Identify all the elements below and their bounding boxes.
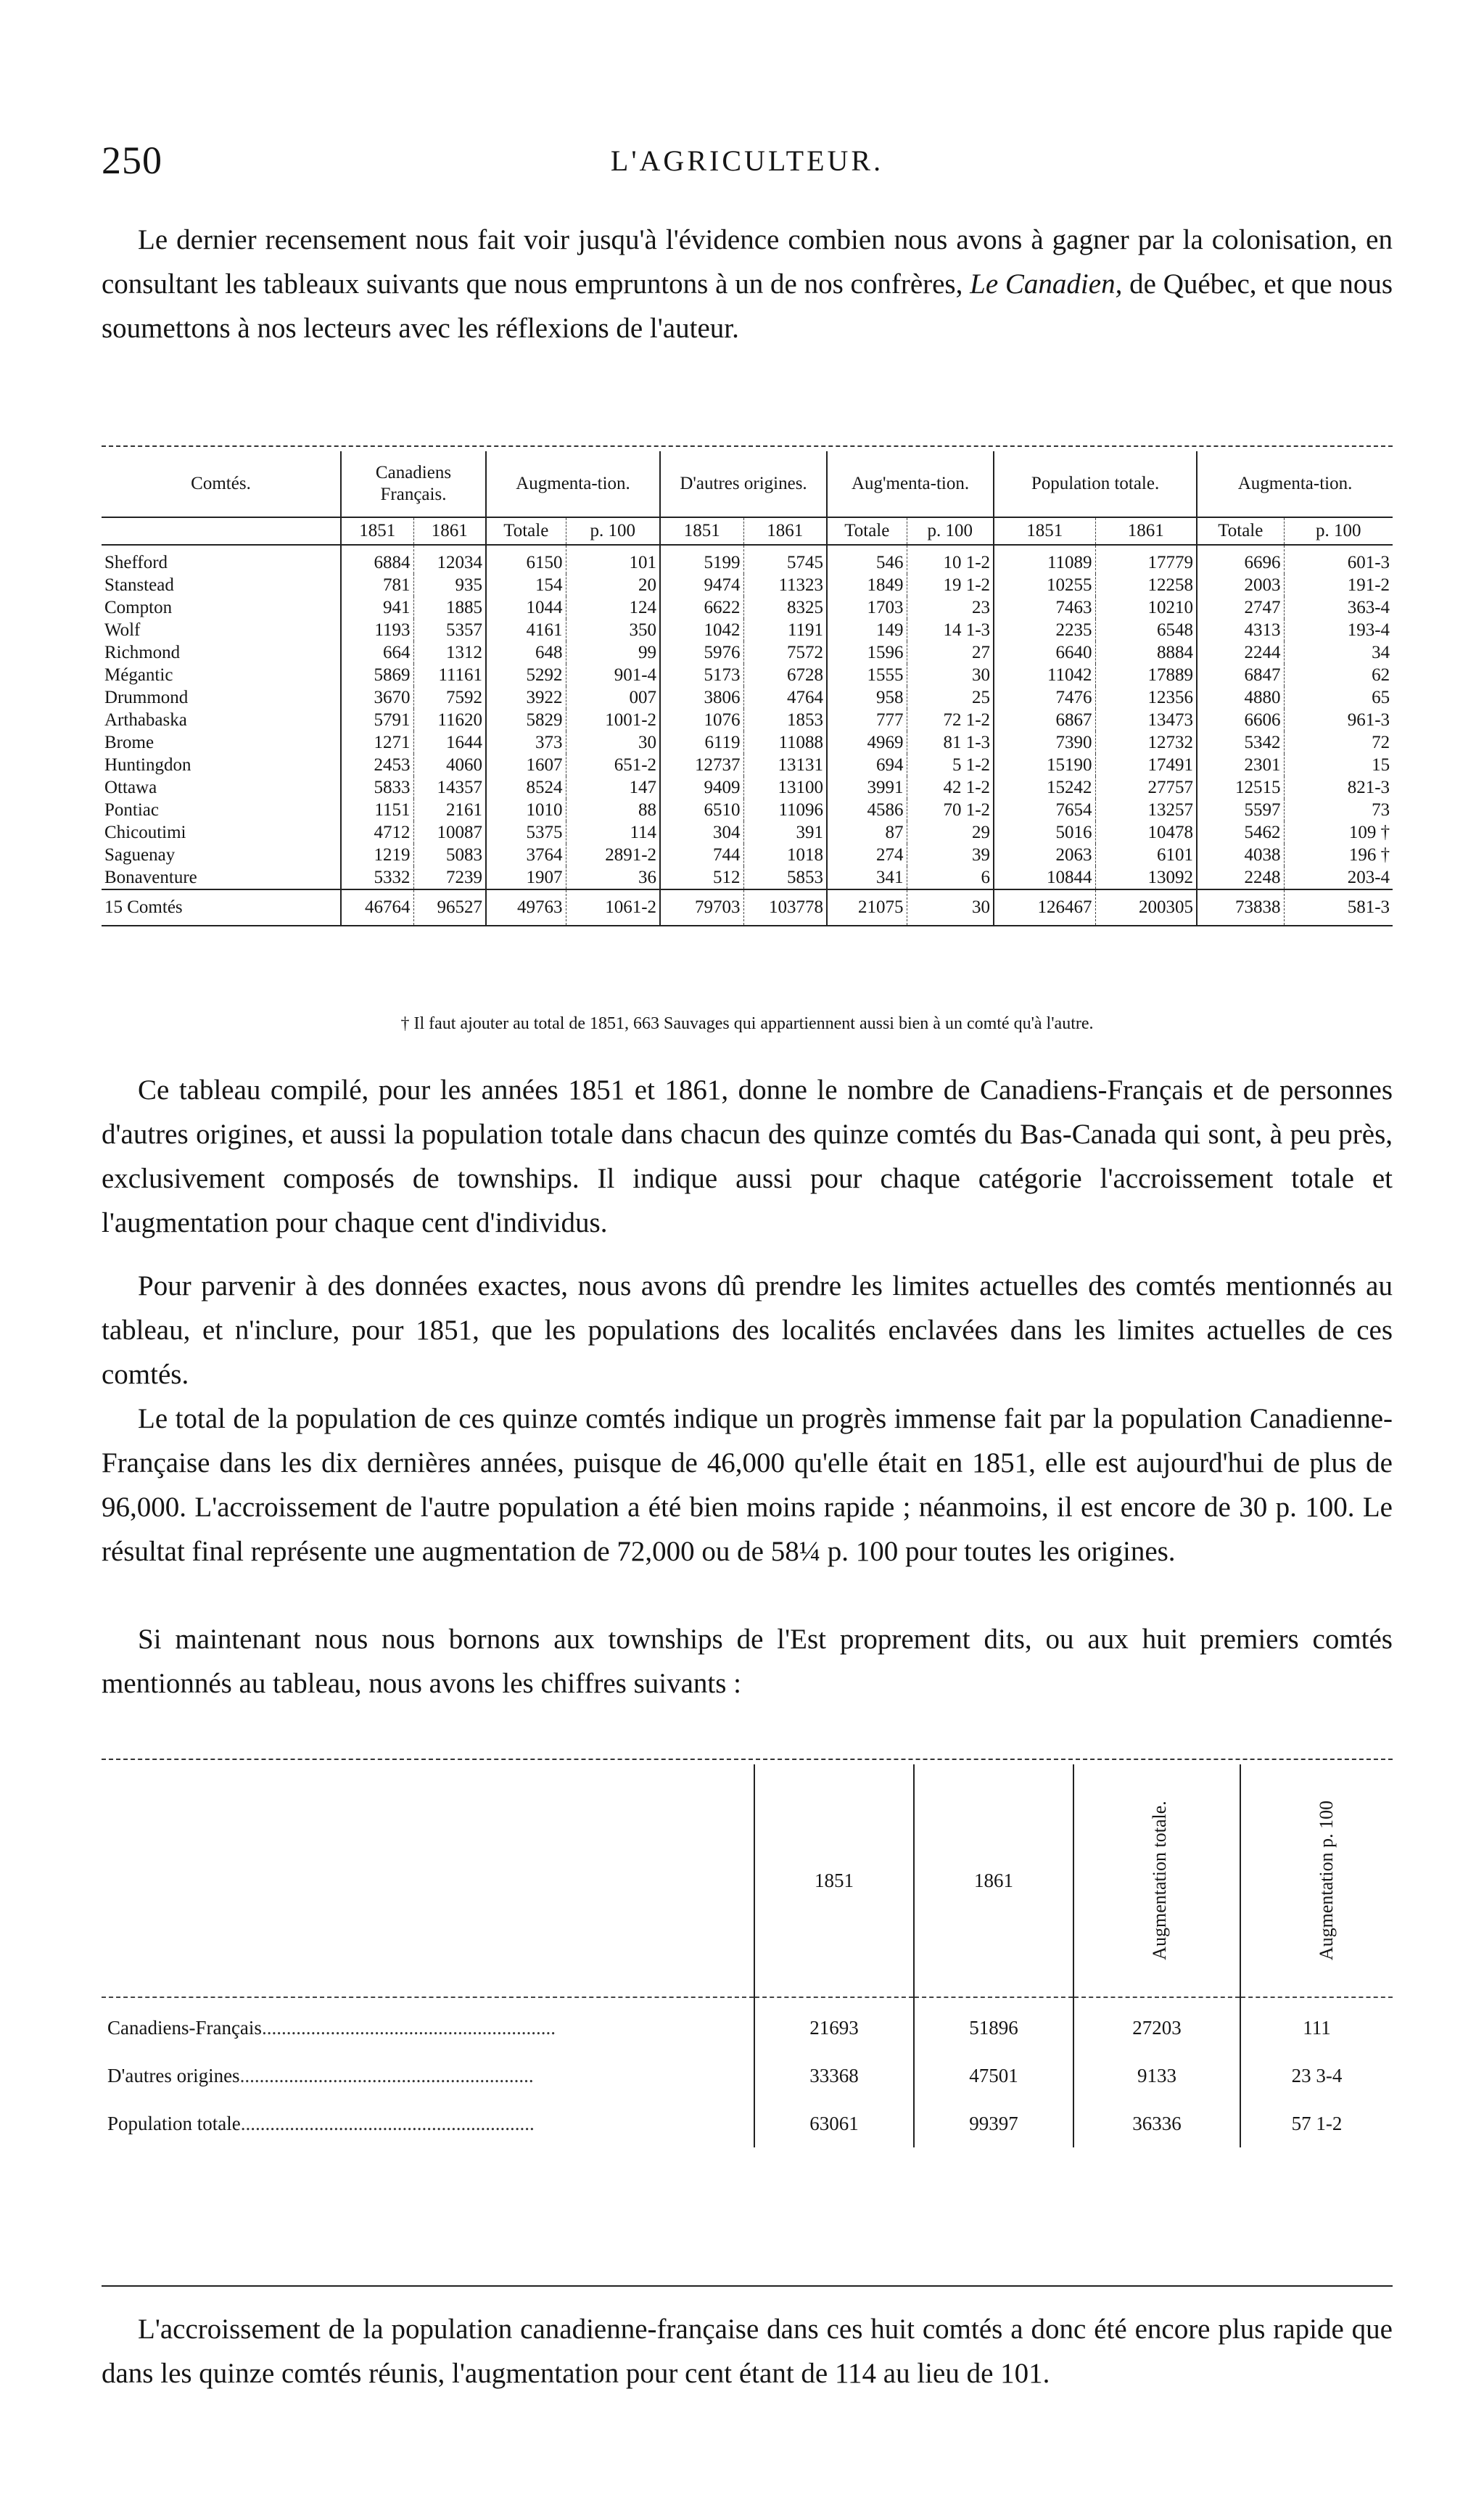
- cell-o51: 1042: [660, 619, 743, 641]
- cell-bp: 72 1-2: [907, 709, 994, 731]
- sub-totale: Totale: [1197, 517, 1284, 545]
- t2-augm-p100-label: Augmentation p. 100: [1316, 1800, 1337, 1961]
- table-row: [102, 776, 1393, 799]
- cell-c61: 11161: [413, 664, 486, 686]
- cell-bt: 546: [827, 545, 907, 574]
- cell-o51: 6119: [660, 731, 743, 754]
- cell-p61: 17889: [1095, 664, 1197, 686]
- paragraph-townships: Si maintenant nous nous bornons aux townships de l'Est proprement dits, ou aux huit premiers comtés mentionnés au tableau, nous avons les chiffres suivants :: [102, 1624, 1393, 1699]
- intro-paragraph: [102, 218, 1393, 350]
- table1-top-rule: [102, 445, 1393, 447]
- sub-1851: 1851: [341, 517, 413, 545]
- cell-ap: 1001-2: [566, 709, 660, 731]
- cell-c51: 5833: [341, 776, 413, 799]
- cell-cp: 196 †: [1284, 844, 1393, 866]
- cell-o51: 5173: [660, 664, 743, 686]
- cell-o61: 11323: [743, 574, 827, 596]
- cell-ct: 2301: [1197, 754, 1284, 776]
- county-name: Compton: [104, 597, 173, 617]
- table-row: [102, 754, 1393, 776]
- cell-ap: 651-2: [566, 754, 660, 776]
- t2-col-augm-totale: [1073, 1764, 1240, 1997]
- cell-cp: 72: [1284, 731, 1393, 754]
- cell-pct: 57 1-2: [1240, 2100, 1393, 2147]
- cell-bt: 694: [827, 754, 907, 776]
- cell-at: 3764: [486, 844, 566, 866]
- cell-p61: 12258: [1095, 574, 1197, 596]
- t2-col-1861: 1861: [914, 1764, 1073, 1997]
- cell-bt: 4969: [827, 731, 907, 754]
- cell-o51: 5199: [660, 545, 743, 574]
- cell-ct: 12515: [1197, 776, 1284, 799]
- cell-o51: 744: [660, 844, 743, 866]
- cell-c51: 5869: [341, 664, 413, 686]
- cell-p51: 7390: [994, 731, 1095, 754]
- t2-corner: [102, 1764, 754, 1997]
- col-autres-origines: D'autres origines.: [660, 451, 827, 517]
- cell-c61: 7239: [413, 866, 486, 889]
- cell-c51: 5791: [341, 709, 413, 731]
- cell-bt: 1555: [827, 664, 907, 686]
- county-name: Pontiac: [104, 799, 159, 820]
- row-label-text: Population totale: [107, 2112, 241, 2134]
- county-name: Brome: [104, 732, 154, 752]
- cell-ap: 20: [566, 574, 660, 596]
- cell-ct: 2244: [1197, 641, 1284, 664]
- cell-bp: 25: [907, 686, 994, 709]
- leader-dots: ............................................................: [261, 2016, 556, 2039]
- cell-ap: 1061-2: [566, 889, 660, 926]
- table-row: [102, 844, 1393, 866]
- cell-at: 154: [486, 574, 566, 596]
- county-name: Ottawa: [104, 777, 157, 797]
- paragraph-conclusion: L'accroissement de la population canadienne-française dans ces huit comtés a donc été encore plus rapide que dans les quinze comtés réunis, l'augmentation pour cent étant de 114 au lieu de 101.: [102, 2314, 1393, 2389]
- county-name: Bonaventure: [104, 867, 197, 887]
- cell-p61: 13473: [1095, 709, 1197, 731]
- cell-bt: 1596: [827, 641, 907, 664]
- cell-bp: 70 1-2: [907, 799, 994, 821]
- cell-bp: 19 1-2: [907, 574, 994, 596]
- table-row: [102, 619, 1393, 641]
- cell-o61: 6728: [743, 664, 827, 686]
- cell-ct: 2747: [1197, 596, 1284, 619]
- county-name: Mégantic: [104, 665, 173, 685]
- page-number: 250: [102, 139, 162, 182]
- cell-bp: 42 1-2: [907, 776, 994, 799]
- cell-p51: 6640: [994, 641, 1095, 664]
- cell-bt: 3991: [827, 776, 907, 799]
- col-augmentation-1: Augmenta-tion.: [486, 451, 660, 517]
- cell-p61: 6101: [1095, 844, 1197, 866]
- cell-c61: 1312: [413, 641, 486, 664]
- cell-p51: 2063: [994, 844, 1095, 866]
- journal-title: L'AGRICULTEUR.: [610, 144, 884, 177]
- cell-p51: 5016: [994, 821, 1095, 844]
- cell-p61: 10478: [1095, 821, 1197, 844]
- table-row: [102, 545, 1393, 574]
- cell-cp: 601-3: [1284, 545, 1393, 574]
- cell-ap: 30: [566, 731, 660, 754]
- cell-bt: 4586: [827, 799, 907, 821]
- cell-o61: 7572: [743, 641, 827, 664]
- table-row: [102, 709, 1393, 731]
- cell-o51: 6510: [660, 799, 743, 821]
- cell-c51: 664: [341, 641, 413, 664]
- cell-at: 1044: [486, 596, 566, 619]
- cell-at: 1607: [486, 754, 566, 776]
- cell-ap: 114: [566, 821, 660, 844]
- col-comtes: Comtés.: [191, 474, 251, 493]
- cell-p51: 6867: [994, 709, 1095, 731]
- cell-c51: 5332: [341, 866, 413, 889]
- county-name: Wolf: [104, 620, 141, 640]
- cell-ct: 6696: [1197, 545, 1284, 574]
- cell-bp: 39: [907, 844, 994, 866]
- county-name: Stanstead: [104, 575, 174, 595]
- cell-c61: 5357: [413, 619, 486, 641]
- sub-1861: 1861: [413, 517, 486, 545]
- cell-p61: 200305: [1095, 889, 1197, 926]
- county-name: Drummond: [104, 687, 189, 707]
- cell-cp: 15: [1284, 754, 1393, 776]
- t2-col-1851: 1851: [754, 1764, 914, 1997]
- row-label-text: Canadiens-Français: [107, 2016, 262, 2039]
- cell-at: 5292: [486, 664, 566, 686]
- cell-bt: 274: [827, 844, 907, 866]
- table-row: [102, 799, 1393, 821]
- cell-c51: 1193: [341, 619, 413, 641]
- sub-1861: 1861: [743, 517, 827, 545]
- cell-bt: 1849: [827, 574, 907, 596]
- sub-p100: p. 100: [907, 517, 994, 545]
- cell-bp: 23: [907, 596, 994, 619]
- cell-at: 1010: [486, 799, 566, 821]
- paragraph-table-description: Ce tableau compilé, pour les années 1851 et 1861, donne le nombre de Canadiens-Français et de personnes d'autres origines, et aussi la population totale dans chacun des quinze comtés du Bas-Canada qui sont, à peu près, exclusivement composés de townships. Il indique aussi pour chaque catégorie l'accroissement totale et l'augmentation pour chaque cent d'individus.: [102, 1074, 1393, 1238]
- sub-p100: p. 100: [566, 517, 660, 545]
- table-row: [102, 731, 1393, 754]
- table-row: [102, 574, 1393, 596]
- cell-bp: 29: [907, 821, 994, 844]
- journal-name: Le Canadien,: [970, 268, 1123, 300]
- cell-cp: 62: [1284, 664, 1393, 686]
- table-row: [102, 596, 1393, 619]
- cell-bt: 87: [827, 821, 907, 844]
- sub-totale: Totale: [827, 517, 907, 545]
- cell-p61: 10210: [1095, 596, 1197, 619]
- cell-o61: 1191: [743, 619, 827, 641]
- sub-totale: Totale: [486, 517, 566, 545]
- cell-ct: 5462: [1197, 821, 1284, 844]
- cell-p51: 11042: [994, 664, 1095, 686]
- cell-cp: 363-4: [1284, 596, 1393, 619]
- sub-p100: p. 100: [1284, 517, 1393, 545]
- cell-ap: 2891-2: [566, 844, 660, 866]
- cell-at: 373: [486, 731, 566, 754]
- cell-bt: 21075: [827, 889, 907, 926]
- cell-pct: 111: [1240, 1997, 1393, 2052]
- cell-tot: 27203: [1073, 1997, 1240, 2052]
- census-table-15-counties: [102, 451, 1393, 926]
- t2-col-augm-p100: [1240, 1764, 1393, 1997]
- cell-c51: 4712: [341, 821, 413, 844]
- cell-ap: 350: [566, 619, 660, 641]
- cell-ct: 2248: [1197, 866, 1284, 889]
- cell-o61: 5853: [743, 866, 827, 889]
- col-population: Population totale.: [994, 451, 1197, 517]
- cell-bp: 27: [907, 641, 994, 664]
- cell-at: 6150: [486, 545, 566, 574]
- running-head: [102, 138, 1393, 189]
- table-row: [102, 2052, 1393, 2100]
- cell-at: 49763: [486, 889, 566, 926]
- cell-bt: 777: [827, 709, 907, 731]
- cell-p51: 10844: [994, 866, 1095, 889]
- cell-at: 3922: [486, 686, 566, 709]
- col-augmentation-2: Aug'menta-tion.: [827, 451, 994, 517]
- cell-bp: 81 1-3: [907, 731, 994, 754]
- row-label: [102, 2052, 754, 2100]
- cell-c61: 935: [413, 574, 486, 596]
- cell-o61: 13100: [743, 776, 827, 799]
- county-name: Richmond: [104, 642, 181, 662]
- cell-ct: 5597: [1197, 799, 1284, 821]
- cell-bp: 30: [907, 889, 994, 926]
- sub-blank: [102, 517, 341, 545]
- cell-v51: 21693: [754, 1997, 914, 2052]
- cell-o51: 9409: [660, 776, 743, 799]
- cell-bt: 958: [827, 686, 907, 709]
- county-name: Huntingdon: [104, 754, 191, 775]
- cell-v61: 99397: [914, 2100, 1073, 2147]
- cell-p61: 6548: [1095, 619, 1197, 641]
- cell-p61: 8884: [1095, 641, 1197, 664]
- cell-bp: 10 1-2: [907, 545, 994, 574]
- cell-p51: 2235: [994, 619, 1095, 641]
- cell-o51: 9474: [660, 574, 743, 596]
- cell-o61: 11088: [743, 731, 827, 754]
- cell-o61: 103778: [743, 889, 827, 926]
- cell-p51: 7476: [994, 686, 1095, 709]
- cell-c51: 781: [341, 574, 413, 596]
- intro-text-end: de Québec, et que nous soumettons à nos lecteurs avec les réflexions de l'auteur.: [102, 268, 1393, 344]
- table-row: [102, 866, 1393, 889]
- cell-pct: 23 3-4: [1240, 2052, 1393, 2100]
- cell-c61: 12034: [413, 545, 486, 574]
- table2-top-rule: [102, 1759, 1393, 1760]
- cell-bp: 5 1-2: [907, 754, 994, 776]
- cell-o51: 6622: [660, 596, 743, 619]
- cell-c61: 4060: [413, 754, 486, 776]
- cell-bt: 341: [827, 866, 907, 889]
- sub-1861: 1861: [1095, 517, 1197, 545]
- cell-c51: 941: [341, 596, 413, 619]
- county-name: Saguenay: [104, 844, 176, 865]
- cell-c51: 2453: [341, 754, 413, 776]
- cell-cp: 193-4: [1284, 619, 1393, 641]
- cell-bt: 149: [827, 619, 907, 641]
- cell-p51: 15190: [994, 754, 1095, 776]
- cell-o51: 12737: [660, 754, 743, 776]
- cell-ct: 73838: [1197, 889, 1284, 926]
- cell-at: 648: [486, 641, 566, 664]
- cell-bp: 6: [907, 866, 994, 889]
- sub-1851: 1851: [994, 517, 1095, 545]
- cell-o51: 5976: [660, 641, 743, 664]
- paragraph-results: Le total de la population de ces quinze comtés indique un progrès immense fait par la population Canadienne-Française dans les dix dernières années, puisque de 46,000 qu'elle était en 1851, elle est aujourd'hui de plus de 96,000. L'accroissement de l'autre population a été bien moins rapide ; néanmoins, il est encore de 30 p. 100. Le résultat final représente une augmentation de 72,000 ou de 58¼ p. 100 pour toutes les origines.: [102, 1403, 1393, 1567]
- cell-p51: 10255: [994, 574, 1095, 596]
- cell-p51: 15242: [994, 776, 1095, 799]
- cell-c51: 3670: [341, 686, 413, 709]
- cell-o61: 1018: [743, 844, 827, 866]
- cell-o61: 5745: [743, 545, 827, 574]
- cell-c61: 7592: [413, 686, 486, 709]
- cell-c61: 96527: [413, 889, 486, 926]
- cell-at: 4161: [486, 619, 566, 641]
- cell-cp: 203-4: [1284, 866, 1393, 889]
- cell-cp: 34: [1284, 641, 1393, 664]
- table1-footnote: † Il faut ajouter au total de 1851, 663 Sauvages qui appartiennent aussi bien à un comté qu'à l'autre.: [400, 1014, 1094, 1033]
- col-augmentation-3: Augmenta-tion.: [1197, 451, 1393, 517]
- county-name: Arthabaska: [104, 710, 187, 730]
- cell-v51: 33368: [754, 2052, 914, 2100]
- cell-o61: 4764: [743, 686, 827, 709]
- cell-cp: 821-3: [1284, 776, 1393, 799]
- cell-cp: 581-3: [1284, 889, 1393, 926]
- cell-ap: 124: [566, 596, 660, 619]
- row-label: [102, 2100, 754, 2147]
- cell-ct: 2003: [1197, 574, 1284, 596]
- cell-ap: 36: [566, 866, 660, 889]
- cell-ct: 5342: [1197, 731, 1284, 754]
- table-total-row: [102, 889, 1393, 926]
- cell-v61: 47501: [914, 2052, 1073, 2100]
- cell-p51: 7654: [994, 799, 1095, 821]
- table-row: [102, 1997, 1393, 2052]
- cell-c61: 1885: [413, 596, 486, 619]
- leader-dots: ............................................................: [240, 2112, 535, 2134]
- cell-o61: 1853: [743, 709, 827, 731]
- cell-cp: 65: [1284, 686, 1393, 709]
- cell-ap: 88: [566, 799, 660, 821]
- cell-v61: 51896: [914, 1997, 1073, 2052]
- cell-o51: 3806: [660, 686, 743, 709]
- cell-c61: 10087: [413, 821, 486, 844]
- leader-dots: ............................................................: [239, 2064, 534, 2086]
- county-name: 15 Comtés: [102, 889, 341, 926]
- cell-at: 5375: [486, 821, 566, 844]
- cell-c51: 1271: [341, 731, 413, 754]
- cell-at: 8524: [486, 776, 566, 799]
- cell-o51: 304: [660, 821, 743, 844]
- cell-ap: 101: [566, 545, 660, 574]
- cell-c61: 14357: [413, 776, 486, 799]
- cell-c61: 5083: [413, 844, 486, 866]
- cell-o51: 1076: [660, 709, 743, 731]
- cell-o61: 8325: [743, 596, 827, 619]
- cell-o51: 512: [660, 866, 743, 889]
- cell-o61: 391: [743, 821, 827, 844]
- cell-ap: 901-4: [566, 664, 660, 686]
- cell-ap: 007: [566, 686, 660, 709]
- cell-p61: 12732: [1095, 731, 1197, 754]
- cell-p61: 12356: [1095, 686, 1197, 709]
- cell-p51: 126467: [994, 889, 1095, 926]
- cell-bp: 30: [907, 664, 994, 686]
- cell-p51: 7463: [994, 596, 1095, 619]
- cell-p61: 17491: [1095, 754, 1197, 776]
- t2-augm-totale-label: Augmentation totale.: [1148, 1801, 1170, 1960]
- cell-bp: 14 1-3: [907, 619, 994, 641]
- cell-c51: 1151: [341, 799, 413, 821]
- cell-p61: 13092: [1095, 866, 1197, 889]
- cell-ap: 147: [566, 776, 660, 799]
- table-row: [102, 686, 1393, 709]
- cell-bt: 1703: [827, 596, 907, 619]
- cell-c51: 1219: [341, 844, 413, 866]
- cell-at: 5829: [486, 709, 566, 731]
- cell-o61: 11096: [743, 799, 827, 821]
- cell-o51: 79703: [660, 889, 743, 926]
- cell-cp: 961-3: [1284, 709, 1393, 731]
- cell-cp: 191-2: [1284, 574, 1393, 596]
- table-row: [102, 664, 1393, 686]
- cell-cp: 109 †: [1284, 821, 1393, 844]
- paragraph-methodology: Pour parvenir à des données exactes, nous avons dû prendre les limites actuelles des comtés mentionnés au tableau, et n'inclure, pour 1851, que les populations des localités enclavées dans les limites actuelles de ces comtés.: [102, 1270, 1393, 1390]
- cell-cp: 73: [1284, 799, 1393, 821]
- table2-bottom-rule: [102, 2285, 1393, 2287]
- cell-c51: 46764: [341, 889, 413, 926]
- col-canadiens: Canadiens Français.: [341, 451, 486, 517]
- county-name: Chicoutimi: [104, 822, 186, 842]
- cell-tot: 36336: [1073, 2100, 1240, 2147]
- cell-p61: 13257: [1095, 799, 1197, 821]
- cell-p61: 17779: [1095, 545, 1197, 574]
- cell-ap: 99: [566, 641, 660, 664]
- cell-tot: 9133: [1073, 2052, 1240, 2100]
- cell-v51: 63061: [754, 2100, 914, 2147]
- table-row: [102, 641, 1393, 664]
- cell-c61: 11620: [413, 709, 486, 731]
- row-label-text: D'autres origines: [107, 2064, 240, 2086]
- census-table-8-counties: [102, 1764, 1393, 2147]
- cell-c61: 1644: [413, 731, 486, 754]
- cell-ct: 4038: [1197, 844, 1284, 866]
- row-label: [102, 1997, 754, 2052]
- sub-1851: 1851: [660, 517, 743, 545]
- cell-c61: 2161: [413, 799, 486, 821]
- cell-c51: 6884: [341, 545, 413, 574]
- cell-ct: 6847: [1197, 664, 1284, 686]
- cell-p61: 27757: [1095, 776, 1197, 799]
- cell-p51: 11089: [994, 545, 1095, 574]
- cell-ct: 4313: [1197, 619, 1284, 641]
- county-name: Shefford: [104, 552, 168, 572]
- cell-at: 1907: [486, 866, 566, 889]
- cell-ct: 4880: [1197, 686, 1284, 709]
- cell-ct: 6606: [1197, 709, 1284, 731]
- table-row: [102, 2100, 1393, 2147]
- intro-text-start: Le dernier recensement nous fait voir jusqu'à l'évidence combien nous avons à gagner par la colonisation, en consultant les tableaux suivants que nous empruntons à un de nos confrères,: [102, 224, 1393, 300]
- cell-o61: 13131: [743, 754, 827, 776]
- table-row: [102, 821, 1393, 844]
